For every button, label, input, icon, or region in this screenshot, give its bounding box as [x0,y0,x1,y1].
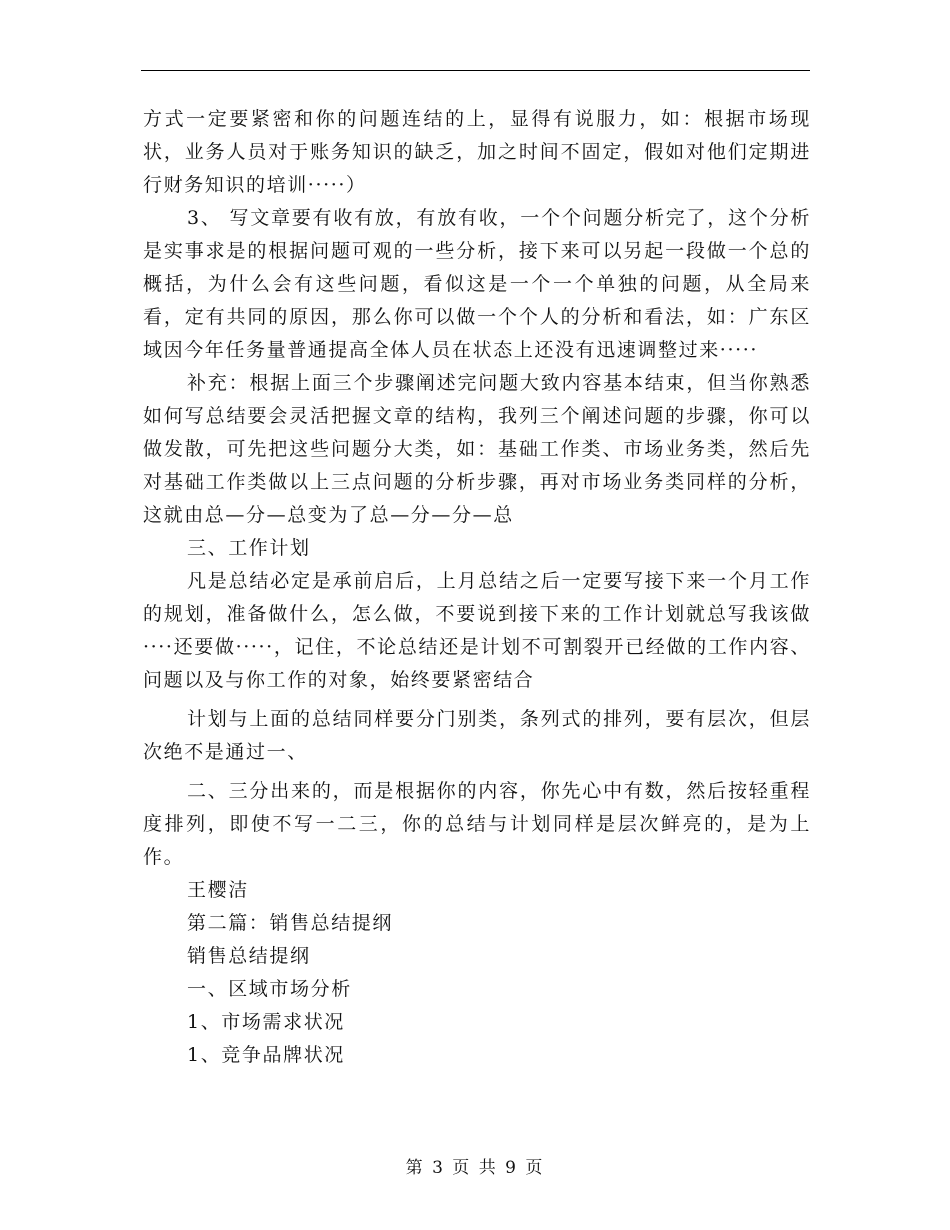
outline-heading-market-analysis: 一、区域市场分析 [187,978,352,1000]
header-rule [141,70,810,71]
outline-title: 销售总结提纲 [187,945,311,967]
paragraph-plan-ordering: 二、三分出来的，而是根据你的内容，你先心中有数，然后按轻重程度排列，即使不写一二三，你的总结与计划同样是层次鲜亮的，是为上作。 [143,780,811,868]
paragraph-step-3: 3、 写文章要有收有放，有放有收，一个个问题分析完了，这个分析是实事求是的根据问题可观的一些分析，接下来可以另起一段做一个总的概括，为什么会有这些问题，看似这是一个一个单独的问题，从全局来看，定有共同的原因，那么你可以做一个个人的分析和看法，如：广东区域因今年任务量普通提高全体人员在状态上还没有迅速调整过来····· [143,207,811,361]
outline-item-market-demand: 1、市场需求状况 [187,1011,345,1033]
paragraph-plan-categories: 计划与上面的总结同样要分门别类，条列式的排列，要有层次，但层次绝不是通过一、 [143,708,811,763]
author-name: 王樱洁 [187,879,249,901]
section-heading-work-plan: 三、工作计划 [187,537,311,559]
document-body [143,103,811,1072]
paragraph-supplement: 补充：根据上面三个步骤阐述完问题大致内容基本结束，但当你熟悉如何写总结要会灵活把握文章的结构，我列三个阐述问题的步骤，你可以做发散，可先把这些问题分大类，如：基础工作类、市场业务类，然后先对基础工作类做以上三点问题的分析步骤，再对市场业务类同样的分析，这就由总—分—总变为了总—分—分—总 [143,372,811,526]
page-number: 第 3 页 共 9 页 [405,1158,545,1178]
paragraph-training-example: 方式一定要紧密和你的问题连结的上，显得有说服力，如：根据市场现状，业务人员对于账务知识的缺乏，加之时间不固定，假如对他们定期进行财务知识的培训·····） [143,108,811,196]
chapter-title: 第二篇：销售总结提纲 [187,912,394,934]
outline-item-competitors: 1、竞争品牌状况 [187,1044,345,1066]
paragraph-plan-intro: 凡是总结必定是承前启后，上月总结之后一定要写接下来一个月工作的规划，准备做什么，怎么做，不要说到接下来的工作计划就总写我该做····还要做·····，记住，不论总结还是计划不可割裂开已经做的工作内容、问题以及与你工作的对象，始终要紧密结合 [143,570,811,691]
